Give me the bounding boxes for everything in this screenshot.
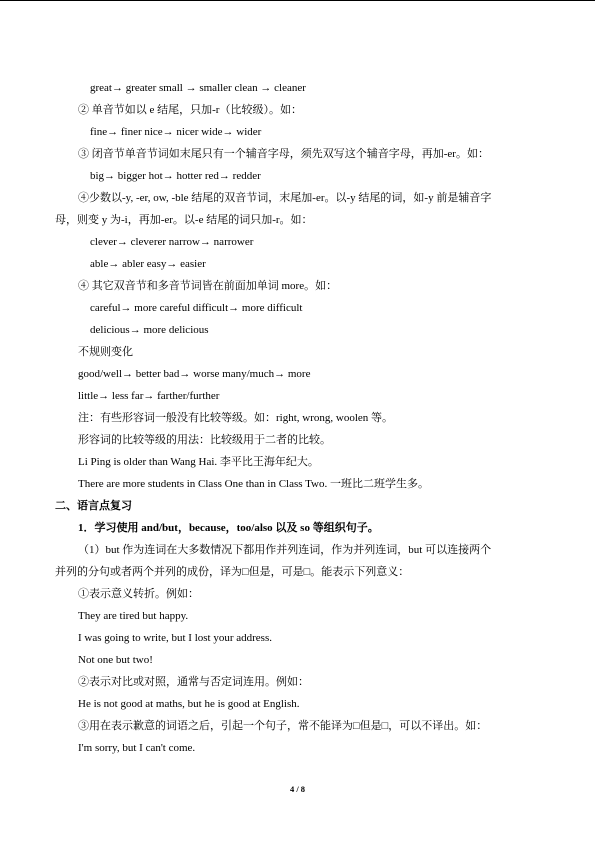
page-top-border bbox=[0, 0, 595, 1]
subsection-heading: 1．学习使用 and/but，because，too/also 以及 so 等组织句子。 bbox=[78, 522, 379, 534]
text-line: fine→ finer nice→ nicer wide→ wider bbox=[90, 126, 262, 138]
text-line: 形容词的比较等级的用法：比较级用于二者的比较。 bbox=[78, 434, 331, 446]
text-line: Li Ping is older than Wang Hai. 李平比王海年纪大。 bbox=[78, 456, 319, 468]
text-line: ④ 其它双音节和多音节词皆在前面加单词 more。如： bbox=[78, 280, 338, 292]
text-line: big→ bigger hot→ hotter red→ redder bbox=[90, 170, 261, 182]
text-line: There are more students in Class One than in Class Two. 一班比二班学生多。 bbox=[78, 478, 429, 490]
text-line: ③用在表示歉意的词语之后，引起一个句子，常不能译为□但是□，可以不译出。如： bbox=[78, 720, 488, 732]
text-line: delicious→ more delicious bbox=[90, 324, 209, 336]
text-line: good/well→ better bad→ worse many/much→ more bbox=[78, 368, 311, 380]
text-line: great→ greater small → smaller clean → cleaner bbox=[90, 82, 306, 94]
text-line: little→ less far→ farther/further bbox=[78, 390, 220, 402]
text-line: careful→ more careful difficult→ more difficult bbox=[90, 302, 303, 314]
text-line: clever→ cleverer narrow→ narrower bbox=[90, 236, 254, 248]
text-line: ② 单音节如以 e 结尾，只加-r（比较级）。如： bbox=[78, 104, 302, 116]
text-line: I'm sorry, but I can't come. bbox=[78, 742, 196, 754]
text-line: ④少数以-y, -er, ow, -ble 结尾的双音节词，末尾加-er。以-y 结尾的词，如-y 前是辅音字 bbox=[78, 192, 492, 204]
text-line: 不规则变化 bbox=[78, 346, 133, 358]
text-line: They are tired but happy. bbox=[78, 610, 189, 622]
text-line: 并列的分句或者两个并列的成份，译为□但是，可是□。能表示下列意义： bbox=[55, 566, 410, 578]
text-line: able→ abler easy→ easier bbox=[90, 258, 206, 270]
text-line: 注：有些形容词一般没有比较等级。如：right, wrong, woolen 等。 bbox=[78, 412, 394, 424]
section-heading: 二、语言点复习 bbox=[55, 500, 132, 512]
text-line: ①表示意义转折。例如： bbox=[78, 588, 199, 600]
text-line: 母，则变 y 为-i，再加-er。以-e 结尾的词只加-r。如： bbox=[55, 214, 313, 226]
text-line: ③ 闭音节单音节词如末尾只有一个辅音字母，须先双写这个辅音字母，再加-er。如： bbox=[78, 148, 489, 160]
text-line: ②表示对比或对照，通常与否定词连用。例如： bbox=[78, 676, 309, 688]
text-line: Not one but two! bbox=[78, 654, 153, 666]
page-number: 4 / 8 bbox=[289, 784, 306, 794]
text-line: （1）but 作为连词在大多数情况下都用作并列连词，作为并列连词，but 可以连接两个 bbox=[78, 544, 492, 556]
text-line: He is not good at maths, but he is good at English. bbox=[78, 698, 300, 710]
text-line: I was going to write, but I lost your address. bbox=[78, 632, 272, 644]
